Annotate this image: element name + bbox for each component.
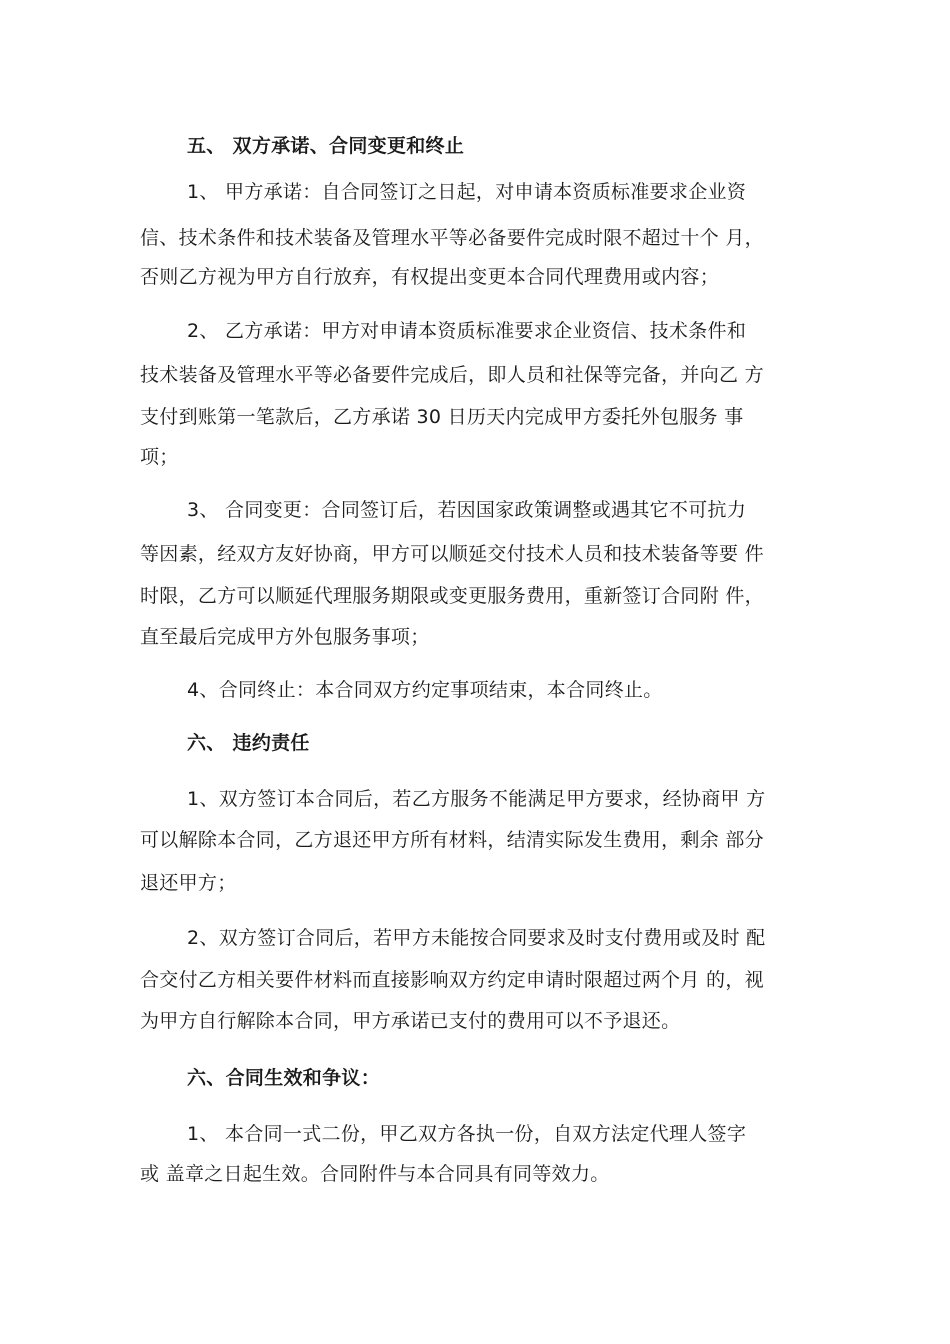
section-5-item-3-line-2: 等因素，经双方友好协商，甲方可以顺延交付技术人员和技术装备等要 件 [140, 543, 764, 565]
section-5-item-1-line-2: 信、技术条件和技术装备及管理水平等必备要件完成时限不超过十个 月， [140, 227, 764, 249]
section-6-item-1-line-3: 退还甲方； [140, 872, 237, 894]
section-7-item-1-line-2: 或 盖章之日起生效。合同附件与本合同具有同等效力。 [140, 1163, 610, 1185]
section-5-item-3-line-4: 直至最后完成甲方外包服务事项； [140, 626, 430, 648]
section-5-item-2-line-2: 技术装备及管理水平等必备要件完成后，即人员和社保等完备，并向乙 方 [140, 364, 764, 386]
section-5-item-3-line-1: 3、 合同变更：合同签订后，若因国家政策调整或遇其它不可抗力 [187, 499, 747, 521]
section-5-heading: 五、 双方承诺、合同变更和终止 [187, 135, 465, 157]
section-6-item-1-line-2: 可以解除本合同，乙方退还甲方所有材料，结清实际发生费用，剩余 部分 [140, 829, 764, 851]
section-6-item-2-line-1: 2、双方签订合同后，若甲方未能按合同要求及时支付费用或及时 配 [187, 927, 766, 949]
section-5-item-4: 4、合同终止：本合同双方约定事项结束，本合同终止。 [187, 679, 663, 701]
section-5-item-2-line-4: 项； [140, 446, 179, 468]
section-7-item-1-line-1: 1、 本合同一式二份，甲乙双方各执一份，自双方法定代理人签字 [187, 1123, 747, 1145]
section-7-heading: 六、合同生效和争议： [187, 1067, 381, 1089]
section-6-item-2-line-3: 为甲方自行解除本合同，甲方承诺已支付的费用可以不予退还。 [140, 1010, 681, 1032]
section-5-item-1-line-3: 否则乙方视为甲方自行放弃，有权提出变更本合同代理费用或内容； [140, 266, 720, 288]
section-5-item-1-line-1: 1、 甲方承诺：自合同签订之日起，对申请本资质标准要求企业资 [187, 181, 747, 203]
section-5-item-3-line-3: 时限，乙方可以顺延代理服务期限或变更服务费用，重新签订合同附 件， [140, 585, 764, 607]
section-6-item-1-line-1: 1、双方签订本合同后，若乙方服务不能满足甲方要求，经协商甲 方 [187, 788, 766, 810]
section-5-item-2-line-3: 支付到账第一笔款后，乙方承诺 30 日历天内完成甲方委托外包服务 事 [140, 406, 744, 428]
section-6-item-2-line-2: 合交付乙方相关要件材料而直接影响双方约定申请时限超过两个月 的，视 [140, 969, 764, 991]
section-6-heading: 六、 违约责任 [187, 732, 310, 754]
section-5-item-2-line-1: 2、 乙方承诺：甲方对申请本资质标准要求企业资信、技术条件和 [187, 320, 747, 342]
